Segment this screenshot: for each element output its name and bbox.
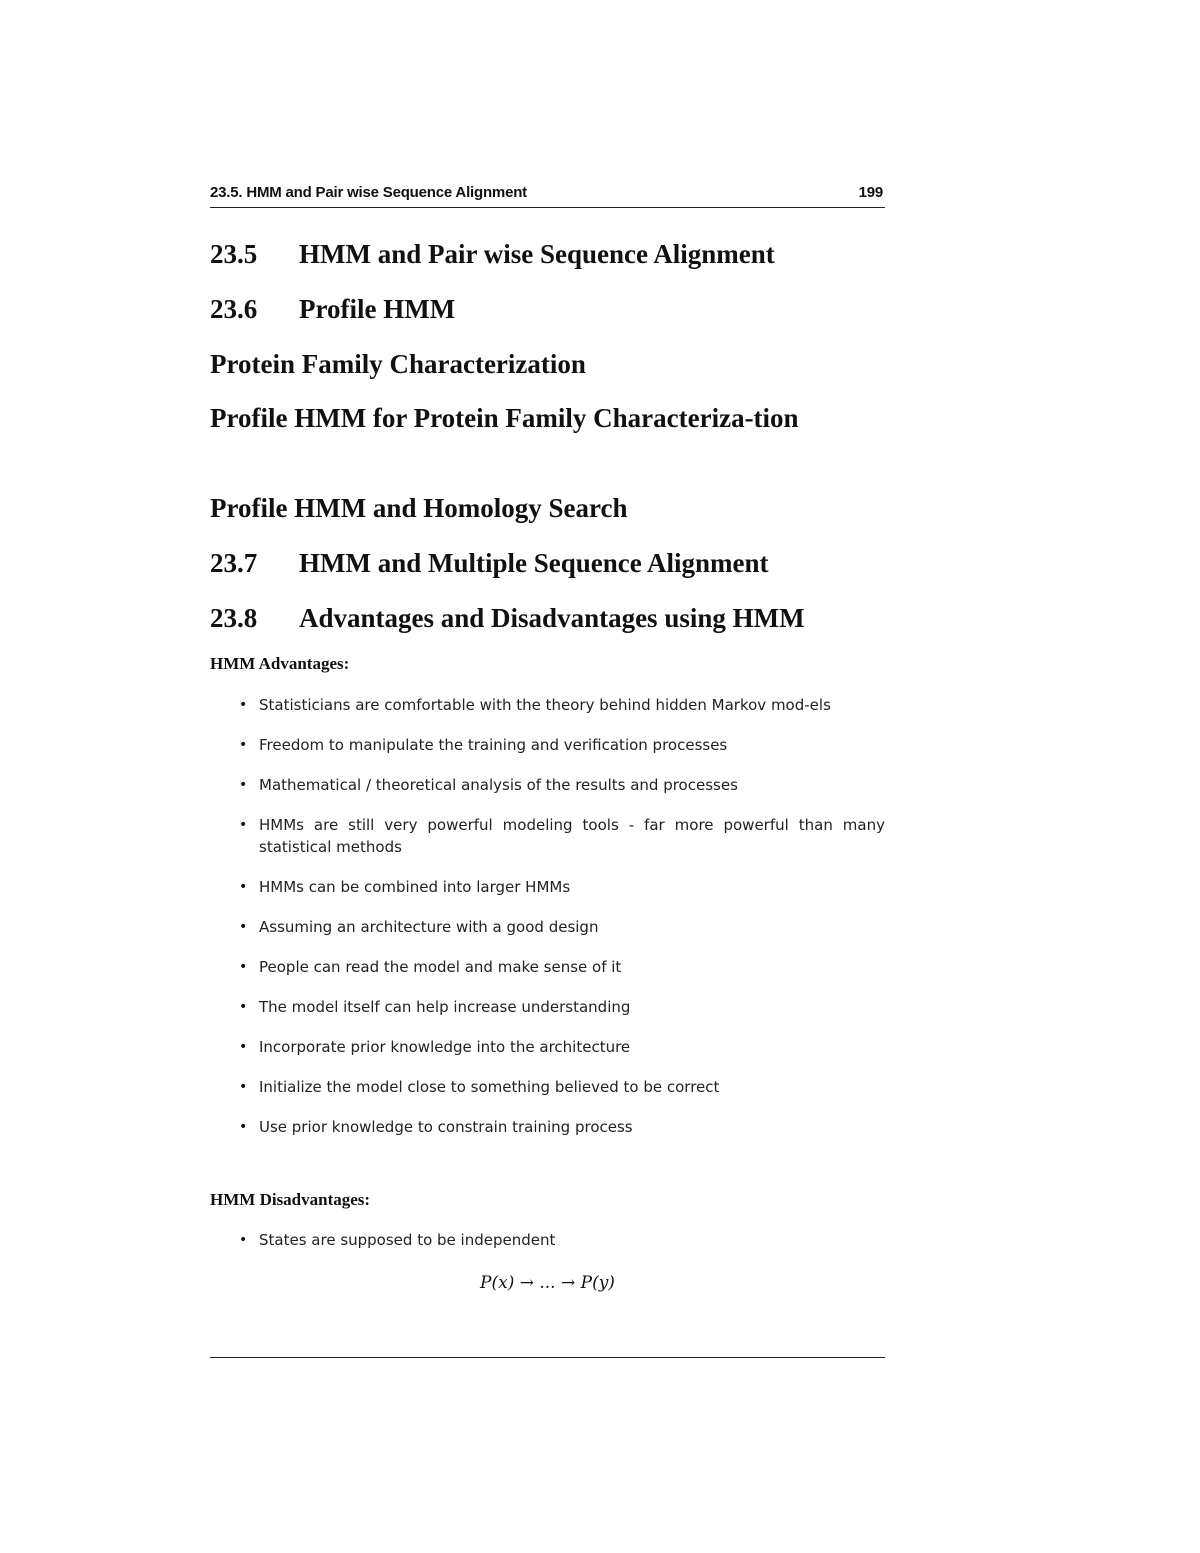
list-item-text: HMMs are still very powerful modeling tools - far more powerful than many statistical methods	[259, 816, 885, 856]
formula: P(x) → ... → P(y)	[480, 1273, 615, 1293]
list-item	[210, 1036, 885, 1058]
bullet-icon: •	[239, 1119, 248, 1135]
list-item-text: Incorporate prior knowledge into the architecture	[259, 1038, 631, 1056]
list-item-text: The model itself can help increase understanding	[259, 998, 631, 1016]
bullet-icon: •	[239, 1039, 248, 1055]
list-item-text: People can read the model and make sense of it	[259, 958, 622, 976]
list-item	[210, 734, 885, 756]
section-number: 23.5	[210, 239, 258, 269]
footer-rule	[210, 1357, 885, 1358]
section-title: HMM and Multiple Sequence Alignment	[299, 548, 769, 578]
section-title: HMM and Pair wise Sequence Alignment	[299, 239, 775, 269]
subsection-heading-profile-hmm-protein-family	[210, 400, 885, 436]
section-title: Profile HMM	[299, 294, 456, 324]
bullet-icon: •	[239, 737, 248, 753]
section-number: 23.6	[210, 294, 258, 324]
list-item	[210, 1229, 885, 1251]
list-item-text: Freedom to manipulate the training and verification processes	[259, 736, 728, 754]
list-item	[210, 694, 885, 716]
list-item-text: States are supposed to be independent	[259, 1231, 556, 1249]
section-number: 23.7	[210, 548, 258, 578]
section-number: 23.8	[210, 603, 258, 633]
bullet-icon: •	[239, 919, 248, 935]
section-heading-23-8	[210, 600, 890, 636]
advantages-list	[210, 694, 885, 1138]
list-item	[210, 956, 885, 978]
subsection-heading-protein-family	[210, 346, 890, 382]
running-head	[210, 184, 885, 206]
section-heading-23-7	[210, 545, 890, 581]
list-item-text: Initialize the model close to something believed to be correct	[259, 1078, 720, 1096]
subsection-title: Profile HMM and Homology Search	[210, 493, 628, 523]
list-item	[210, 1116, 885, 1138]
bullet-icon: •	[239, 1079, 248, 1095]
bullet-icon: •	[239, 1232, 248, 1248]
page-number: 199	[858, 184, 883, 201]
section-heading-23-6	[210, 291, 890, 327]
list-item	[210, 916, 885, 938]
subsection-title: Profile HMM for Protein Family Characteriza-tion	[210, 403, 799, 433]
disadvantages-list	[210, 1229, 885, 1251]
list-item-text: HMMs can be combined into larger HMMs	[259, 878, 571, 896]
bullet-icon: •	[239, 817, 248, 833]
disadvantages-title: HMM Disadvantages:	[210, 1190, 371, 1209]
list-item	[210, 876, 885, 898]
list-item-text: Assuming an architecture with a good design	[259, 918, 599, 936]
subsection-title: Protein Family Characterization	[210, 349, 586, 379]
list-item	[210, 814, 885, 858]
section-title: Advantages and Disadvantages using HMM	[299, 603, 805, 633]
header-rule	[210, 207, 885, 208]
list-item	[210, 1076, 885, 1098]
advantages-title: HMM Advantages:	[210, 654, 350, 673]
bullet-icon: •	[239, 959, 248, 975]
subsection-heading-homology-search	[210, 490, 890, 526]
section-heading-23-5	[210, 236, 890, 272]
bullet-icon: •	[239, 697, 248, 713]
bullet-icon: •	[239, 999, 248, 1015]
list-item	[210, 996, 885, 1018]
list-item-text: Use prior knowledge to constrain training process	[259, 1118, 633, 1136]
bullet-icon: •	[239, 879, 248, 895]
bullet-icon: •	[239, 777, 248, 793]
running-head-title: 23.5. HMM and Pair wise Sequence Alignment	[210, 184, 527, 201]
list-item	[210, 774, 885, 796]
list-item-text: Mathematical / theoretical analysis of the results and processes	[259, 776, 738, 794]
list-item-text: Statisticians are comfortable with the theory behind hidden Markov mod-els	[259, 696, 831, 714]
